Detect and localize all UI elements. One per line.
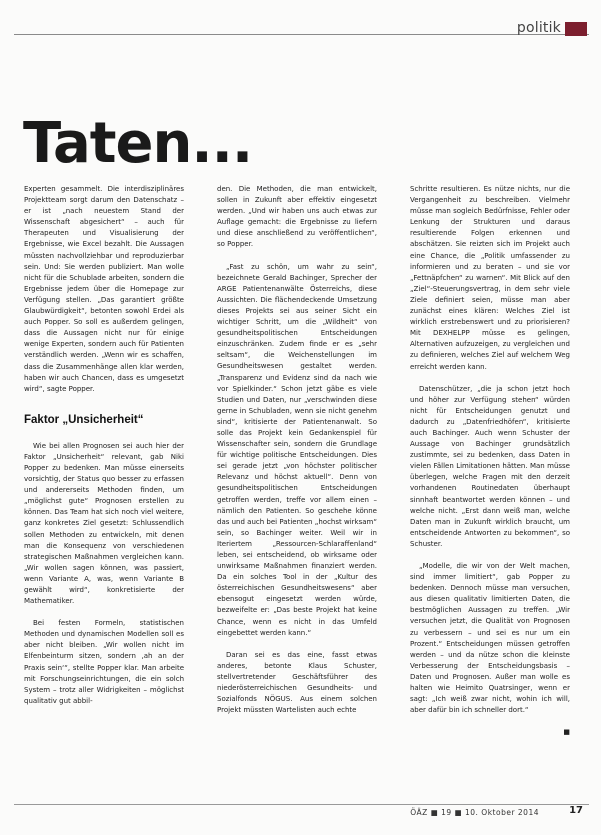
paragraph: Daran sei es das eine, fasst etwas anderes, betonte Klaus Schuster, stellvertretender Geschäftsführer des niederösterreichischen Gesundheits- und Sozialfonds NÖGUS. Aus einem solchen Projekt müssten Wartelisten auch echte bbox=[217, 650, 377, 715]
section-rule bbox=[14, 34, 589, 35]
paragraph: „Modelle, die wir von der Welt machen, sind immer limitiert“, gab Popper zu bedenken. Dennoch müsse man versuchen, aus diesen qualitativ limitierten Daten, die bestmöglichen Aussagen zu treffen. „Wir versuchen jetzt, die Qualität von Prognosen zu verbessern – und sei es nur um ein Prozent.“ Entscheidungen müssen getroffen werden – und da nütze schon die kleinste Verbesserung der Entscheidungsbasis – Daten und Prognosen. Außer man wolle es halten wie Heimito Quatrsinger, wenn er sagt: „Ich weiß zwar nicht, wohin ich will, aber dafür bin ich schneller dort.“ bbox=[410, 562, 570, 715]
article-column-2 bbox=[217, 184, 377, 784]
page-number: 17 bbox=[569, 805, 583, 816]
paragraph: Schritte resultieren. Es nütze nichts, nur die Vergangenheit zu beschreiben. Vielmehr müsse man sogleich Bedürfnisse, Fehler oder Lenkung der Strukturen und daraus resultierende Folgen erkennen und abschätzen. Sie reizten sich im Projekt auch eine Chance, die „Politik umfassender zu informieren und zu beraten – und sie vor „Fettnäpfchen“ zu warnen“. Mit Blick auf den „Ziel“-Steuerungsvertrag, in dem sehr viele Ziele definiert seien, müsse man aber zunächst eines klären: Welches Ziel ist wirklich erstrebenswert und zu priorisieren? Mit DEXHELPP müsse es gelingen, Alternativen aufzuzeigen, zu vergleichen und zu definieren, welches Ziel auf welchem Weg erreicht werden kann. bbox=[410, 185, 570, 371]
paragraph: den. Die Methoden, die man entwickelt, sollen in Zukunft aber effektiv eingesetzt werden. „Und wir haben uns auch etwas zur Auflage gemacht: die Ergebnisse zu liefern und diese anschließend zu veröffentlichen“, so Popper. bbox=[217, 185, 377, 249]
section-color-block bbox=[565, 22, 587, 36]
article-end-mark: ■ bbox=[563, 728, 570, 737]
paragraph: Bei festen Formeln, statistischen Methoden und dynamischen Modellen soll es aber nicht bleiben. „Wir wollen nicht im Elfenbeinturm sitzen, sondern ‚ah an der Praxis sein‘“, stellte Popper klar. Man arbeite mit Forschungseinrichtungen, die ein solch System – trotz aller Widrigkeiten – möglichst qualitativ gut abbil- bbox=[24, 619, 184, 705]
footer-publication: ÖÄZ ■ 19 ■ 10. Oktober 2014 bbox=[410, 808, 539, 817]
subheading: Faktor „Unsicherheit“ bbox=[24, 413, 144, 426]
headline: Taten... bbox=[23, 111, 253, 176]
section-label: politik bbox=[516, 20, 561, 36]
article-column-3 bbox=[410, 184, 570, 784]
footer-rule bbox=[14, 804, 589, 805]
paragraph: Wie bei allen Prognosen sei auch hier der Faktor „Unsicherheit“ relevant, gab Niki Popper zu bedenken. Man müsse einerseits vorsichtig, der Status quo besser zu erfassen und andererseits Methoden finden, um „möglichst gute“ Prognosen erstellen zu können. Das Team hat sich noch viel weitere, ganz konkretes Ziel gesetzt: Schlussendlich sollen Methoden zu entwickeln, mit denen man die Konsequenz von verschiedenen strategischen Maßnahmen vergleichen kann. „Wir wollen sagen können, was passiert, wenn Variante A, was, wenn Variante B gewählt wird“, konkretisierte der Mathematiker. bbox=[24, 441, 184, 606]
article-column-1 bbox=[24, 184, 184, 784]
paragraph: Experten gesammelt. Die interdisziplinäres Projektteam sorgt darum den Datenschatz – er ist „nach neuestem Stand der Wissenschaft abgesichert“ – auch für Therapeuten und Visualisierung der Ergebnisse, wie Excel bezahlt. Die Aussagen müssten nachvollziehbar und reproduzierbar sein. Und: Sie werden publiziert. Man wolle nicht für die Schublade arbeiten, sondern die Ergebnisse jedem über die Homepage zur Verfügung stellen. „Das garantiert größte Glaubwürdigkeit“, betonten sowohl Erdei als auch Popper. So soll es außerdem gelingen, dass die Aussagen nicht nur für einige wenige Experten, sondern auch für Patienten verständlich werden. „Wenn wir es schaffen, dass die Zusammenhänge allen klar werden, haben wir auch Chancen, dass es umgesetzt wird“, sagte Popper. bbox=[24, 185, 184, 393]
paragraph: Datenschützer, „die ja schon jetzt hoch und höher zur Verfügung stehen“ würden nicht für Entscheidungen genutzt und dadurch zu „Datenfriedhöfen“, kritisierte auch Bachinger. Auch wenn Schuster der Aussage von Bachinger grundsätzlich zustimmte, sei zu bedenken, dass Daten in vielen Fällen Limitationen hätten. Man müsse überlegen, welche Fragen mit den derzeit vorhandenen Routinedaten überhaupt sinnhaft beantwortet werden können – und welche nicht. „Erst dann weiß man, welche Daten man in Zukunft wirklich braucht, um entscheidende Antworten zu bekommen“, so Schuster. bbox=[410, 384, 570, 548]
paragraph: „Fast zu schön, um wahr zu sein“, bezeichnete Gerald Bachinger, Sprecher der ARGE Patientenanwälte Österreichs, diese Aussichten. Die flächendeckende Umsetzung dieses Projekts sei aus seiner Sicht ein wichtiger Schritt, um die „Wildheit“ von gesundheitspolitischen Entscheidungen einzuschränken. Zudem finde er es „sehr seltsam“, die Weichenstellungen im Gesundheitswesen gestaltet werden. „Transparenz und Evidenz sind da nach wie vor Spielkinder.“ Schon jetzt gäbe es viele Studien und Daten, nur „verschwinden diese gerne in Schubladen, wenn sie nicht genehm sind“, kritisierte der Patientenanwalt. So solle das Projekt kein Gedankenspiel für Wissenschafter sein, sondern die Grundlage für wichtige politische Entscheidungen. Dies sei gerade jetzt „von höchster politischer Relevanz und höchst aktuell“. Denn von gesundheitspolitischen Entscheidungen getroffen werden, treffe vor allem einen – nämlich den Patienten. So geschehe könne das und auch bei Patienten „hochst wirksam“ sein, so Bachinger weiter. Weil wir in Iteriertem „Ressourcen-Schlaraffenland“ leben, sei entscheidend, ob wirksame oder unwirksame Maßnahmen finanziert werden. Da ein solches Tool in der „Kultur des österreichischen Gesundheitswesens“ aber ebensogut eingesetzt werden würde, bezweifelte er: „Das beste Projekt hat keine Chance, wenn es nicht in das Umfeld eingebettet werden kann.“ bbox=[217, 262, 377, 637]
